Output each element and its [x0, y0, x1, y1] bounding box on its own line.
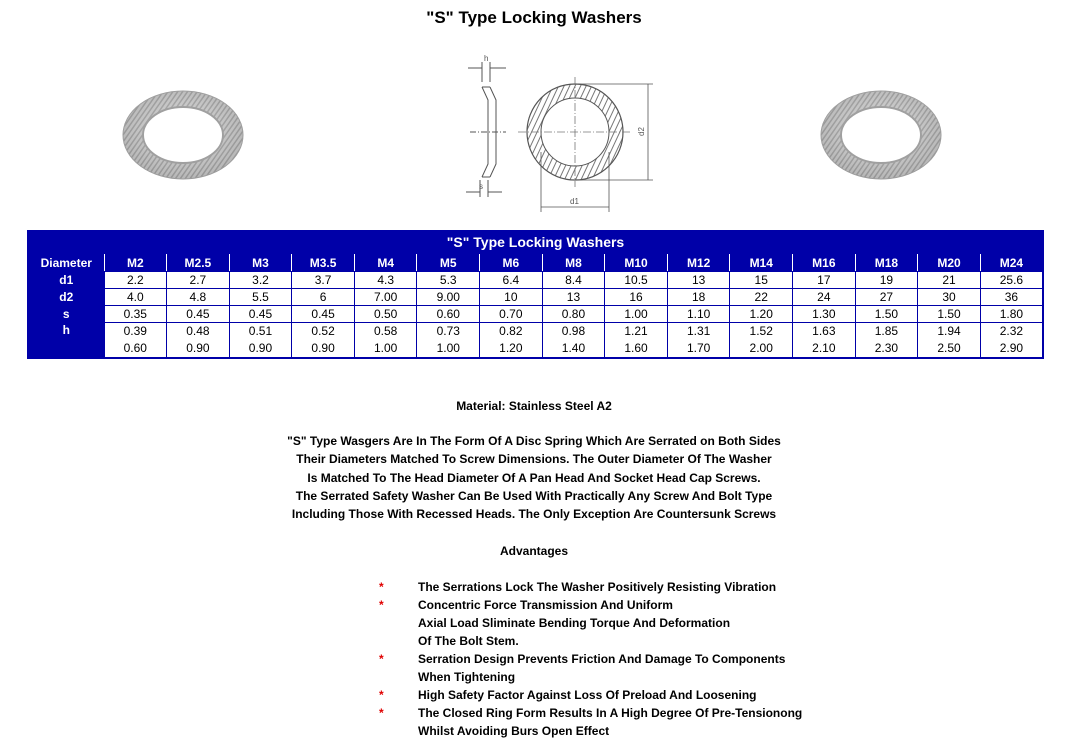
table-cell: 18 [667, 289, 730, 306]
table-caption: "S" Type Locking Washers [28, 231, 1043, 253]
page-title: "S" Type Locking Washers [426, 8, 642, 27]
table-cell: 8.4 [542, 272, 605, 289]
table-cell: 13 [542, 289, 605, 306]
table-cell: 1.10 [667, 306, 730, 323]
advantage-line: Axial Load Sliminate Bending Torque And Deformation [418, 616, 731, 630]
table-cell-h [354, 323, 417, 359]
table-cell-h [292, 323, 355, 359]
table-cell: 30 [918, 289, 981, 306]
h-min-value: 0.58 [373, 324, 398, 338]
h-max-value: 1.20 [499, 341, 523, 355]
description-block [0, 432, 1068, 523]
table-cell-h [480, 323, 543, 359]
table-cell: 17 [793, 272, 856, 289]
table-cell: 0.50 [354, 306, 417, 323]
advantage-line: The Serrations Lock The Washer Positively Resisting Vibration [418, 580, 777, 594]
table-cell: 19 [855, 272, 918, 289]
header-size: M3.5 [292, 253, 355, 272]
table-cell: 36 [980, 289, 1043, 306]
label-d1: d1 [570, 197, 579, 206]
description-line: Including Those With Recessed Heads. The Only Exception Are Countersunk Screws [291, 507, 777, 522]
table-cell: 2.7 [167, 272, 230, 289]
material-text: Material: Stainless Steel A2 [456, 399, 612, 413]
table-cell: 22 [730, 289, 793, 306]
h-min-value: 0.82 [499, 324, 523, 338]
label-s: s [479, 182, 483, 191]
table-cell-h [229, 323, 292, 359]
header-size: M3 [229, 253, 292, 272]
row-label: h [28, 323, 104, 359]
description-line: "S" Type Wasgers Are In The Form Of A Disc Spring Which Are Serrated on Both Sides [287, 434, 781, 448]
header-size: M2.5 [167, 253, 230, 272]
table-cell: 1.20 [730, 306, 793, 323]
table-cell: 7.00 [354, 289, 417, 306]
table-cell: 3.7 [292, 272, 355, 289]
h-min-value: 1.85 [874, 324, 899, 338]
table-cell: 24 [793, 289, 856, 306]
label-h: h [484, 54, 489, 63]
table-row [28, 272, 1043, 289]
advantage-item [0, 686, 1068, 704]
header-size: M2 [104, 253, 167, 272]
h-max-value: 2.10 [812, 341, 836, 355]
h-min-value: 1.94 [937, 324, 961, 338]
advantage-item [0, 650, 1068, 686]
advantages-title: Advantages [499, 544, 569, 558]
advantage-item [0, 704, 1068, 740]
table-cell-h [605, 323, 668, 359]
h-min-value: 0.98 [561, 324, 586, 338]
table-cell: 0.45 [229, 306, 292, 323]
advantage-line: When Tightening [418, 670, 516, 684]
h-min-value: 1.31 [686, 324, 711, 338]
h-max-value: 1.70 [686, 341, 711, 355]
h-min-value: 1.63 [812, 324, 836, 338]
table-cell: 27 [855, 289, 918, 306]
table-cell: 0.45 [292, 306, 355, 323]
h-min-value: 1.52 [749, 324, 773, 338]
h-max-value: 0.90 [248, 341, 273, 355]
table-cell: 1.30 [793, 306, 856, 323]
table-cell: 1.50 [918, 306, 981, 323]
header-size: M14 [730, 253, 793, 272]
side-profile [466, 62, 506, 197]
h-min-value: 0.39 [123, 324, 147, 338]
table-cell: 0.45 [167, 306, 230, 323]
advantage-line: Of The Bolt Stem. [418, 634, 519, 648]
advantage-item [0, 578, 1068, 596]
table-cell-h [855, 323, 918, 359]
table-cell: 3.2 [229, 272, 292, 289]
table-cell: 1.80 [980, 306, 1043, 323]
bullet-star-icon: * [379, 652, 384, 666]
table-cell-h [104, 323, 167, 359]
table-cell-h [793, 323, 856, 359]
table-row [28, 289, 1043, 306]
h-max-value: 0.60 [123, 341, 147, 355]
advantage-line: High Safety Factor Against Loss Of Preload And Loosening [418, 688, 757, 702]
h-min-value: 0.52 [311, 324, 335, 338]
advantage-line: Concentric Force Transmission And Uniform [418, 598, 673, 612]
advantage-item [0, 596, 1068, 650]
table-row [28, 306, 1043, 323]
h-min-value: 0.48 [186, 324, 210, 338]
h-min-value: 1.21 [624, 324, 648, 338]
table-cell-h [980, 323, 1043, 359]
row-label: s [28, 306, 104, 323]
h-max-value: 2.00 [749, 341, 773, 355]
table-cell: 1.50 [855, 306, 918, 323]
table-cell: 10 [480, 289, 543, 306]
table-cell-h [542, 323, 605, 359]
table-header-row [28, 253, 1043, 272]
header-size: M5 [417, 253, 480, 272]
label-d2: d2 [637, 127, 646, 136]
washer-photo-left [118, 85, 248, 185]
bullet-star-icon: * [379, 706, 384, 720]
table-cell: 4.8 [167, 289, 230, 306]
header-size: M12 [667, 253, 730, 272]
table-cell: 15 [730, 272, 793, 289]
table-cell: 9.00 [417, 289, 480, 306]
bullet-star-icon: * [379, 688, 384, 702]
header-diameter: Diameter [28, 253, 104, 272]
row-label: d2 [28, 289, 104, 306]
header-size: M16 [793, 253, 856, 272]
table-cell: 10.5 [605, 272, 668, 289]
h-max-value: 1.00 [373, 341, 398, 355]
table-cell-h [417, 323, 480, 359]
bullet-star-icon: * [379, 598, 384, 612]
table-cell: 21 [918, 272, 981, 289]
header-size: M20 [918, 253, 981, 272]
table-cell-h [167, 323, 230, 359]
bullet-star-icon: * [379, 580, 384, 594]
header-size: M4 [354, 253, 417, 272]
header-size: M18 [855, 253, 918, 272]
table-row-h [28, 323, 1043, 359]
header-size: M10 [605, 253, 668, 272]
h-max-value: 0.90 [311, 341, 335, 355]
table-cell: 5.3 [417, 272, 480, 289]
spec-table [27, 230, 1044, 359]
table-cell: 0.35 [104, 306, 167, 323]
washer-technical-drawing [458, 52, 668, 217]
advantage-line: Serration Design Prevents Friction And Damage To Components [418, 652, 786, 666]
h-max-value: 0.90 [186, 341, 210, 355]
row-label: d1 [28, 272, 104, 289]
table-cell: 25.6 [980, 272, 1043, 289]
table-cell: 13 [667, 272, 730, 289]
header-size: M8 [542, 253, 605, 272]
advantage-line: Whilst Avoiding Burs Open Effect [418, 724, 610, 738]
advantages-list [0, 578, 1068, 740]
table-cell: 6 [292, 289, 355, 306]
table-cell: 6.4 [480, 272, 543, 289]
h-max-value: 2.90 [999, 341, 1024, 355]
h-max-value: 2.50 [937, 341, 961, 355]
front-view [518, 77, 653, 212]
table-cell-h [730, 323, 793, 359]
table-cell-h [667, 323, 730, 359]
table-cell: 5.5 [229, 289, 292, 306]
header-size: M6 [480, 253, 543, 272]
table-cell: 4.0 [104, 289, 167, 306]
table-cell: 0.60 [417, 306, 480, 323]
h-max-value: 1.60 [624, 341, 648, 355]
table-cell: 0.70 [480, 306, 543, 323]
washer-photo-right [816, 85, 946, 185]
h-min-value: 0.51 [248, 324, 273, 338]
table-cell: 1.00 [605, 306, 668, 323]
table-cell: 2.2 [104, 272, 167, 289]
h-min-value: 2.32 [999, 324, 1024, 338]
advantage-line: The Closed Ring Form Results In A High Degree Of Pre-Tensionong [418, 706, 803, 720]
description-line: The Serrated Safety Washer Can Be Used With Practically Any Screw And Bolt Type [295, 488, 773, 503]
h-max-value: 2.30 [874, 341, 899, 355]
description-line: Their Diameters Matched To Screw Dimensions. The Outer Diameter Of The Washer [296, 452, 772, 467]
table-cell-h [918, 323, 981, 359]
table-cell: 4.3 [354, 272, 417, 289]
description-line: Is Matched To The Head Diameter Of A Pan Head And Socket Head Cap Screws. [307, 470, 761, 485]
table-cell: 16 [605, 289, 668, 306]
header-size: M24 [980, 253, 1043, 272]
table-cell: 0.80 [542, 306, 605, 323]
h-max-value: 1.40 [561, 341, 586, 355]
h-min-value: 0.73 [436, 324, 460, 338]
h-max-value: 1.00 [436, 341, 460, 355]
